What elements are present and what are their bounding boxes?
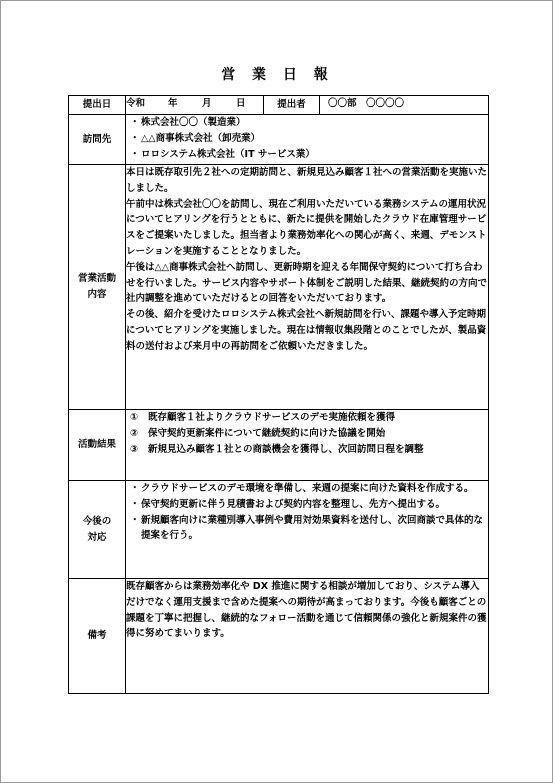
- results-list: [126, 410, 488, 457]
- bullet-icon: ・: [130, 148, 140, 160]
- activity-paragraph: 本日は既存取引先２社への定期訪問と、新規見込み顧客１社への営業活動を実施いたしました。: [126, 167, 488, 194]
- date-value: [126, 96, 264, 115]
- notes-text: 既存顧客からは業務効率化や DX 推進に関する相談が増加しており、システム導入だけでなく運用支援まで含めた提案への期待が高まっております。今後も顧客ごとの課題を丁寧に把握し、継続的なフォロー活動を通じて信頼関係の強化と新規案件の獲得に努めてまいります。: [126, 581, 487, 640]
- list-item: ・ 新規顧客向けに業種別導入事例や費用対効果資料を送付し、次回商談で具体的な提案を行う。: [130, 514, 484, 542]
- activity-paragraph: その後、紹介を受けたロロシステム株式会社へ新規訪問を行い、課題や導入予定時期についてヒアリングを実施しました。現在は情報収集段階とのことでしたが、製品資料の送付および来月中の再訪問をご依頼いただきました。: [126, 309, 487, 352]
- bullet-icon: ・: [130, 498, 140, 510]
- date-year: 年: [168, 98, 178, 109]
- report-table: [68, 95, 489, 694]
- submitter-label: 提出者: [264, 96, 320, 115]
- bullet-icon: ・: [130, 117, 140, 128]
- notes-label: 備考: [69, 579, 126, 694]
- results-content: [126, 410, 489, 481]
- notes-row: [69, 579, 489, 694]
- results-label: 活動結果: [69, 410, 126, 481]
- activity-label: 営業活動 内容: [69, 165, 126, 410]
- activity-paragraph: 午後は△△商事株式会社へ訪問し、更新時期を迎える年間保守契約について打ち合わせを行いました。サービス内容やサポート体制をご説明した結果、継続契約の方向で社内調整を進めていただけるとの回答をいただいております。: [126, 261, 488, 305]
- notes-content: [126, 579, 489, 694]
- list-item: ・ 株式会社〇〇（製造業）: [130, 115, 488, 131]
- date-era: 令和: [126, 98, 146, 109]
- list-item: ・ クラウドサービスのデモ環境を準備し、来週の提案に向けた資料を作成する。: [130, 481, 488, 497]
- date-month: 月: [202, 98, 212, 109]
- bullet-icon: ・: [130, 514, 140, 526]
- visit-list: [126, 115, 488, 162]
- date-label: 提出日: [69, 96, 126, 115]
- list-item: ・ 保守契約更新に伴う見積書および契約内容を整理し、先方へ提出する。: [130, 497, 488, 513]
- date-day: 日: [236, 98, 246, 109]
- activity-content: [126, 165, 489, 410]
- visit-label: 訪問先: [69, 115, 126, 165]
- submitter-value: 〇〇部 〇〇〇〇: [320, 96, 489, 115]
- list-item: ③ 新規見込み顧客１社との商談機会を獲得し、次回訪問日程を調整: [130, 443, 424, 455]
- list-item: ・ ロロシステム株式会社（IT サービス業）: [130, 147, 488, 163]
- future-label: 今後の 対応: [69, 481, 126, 579]
- visit-content: [126, 115, 489, 165]
- list-item: ・ △△商事株式会社（卸売業）: [130, 131, 488, 147]
- activity-row: [69, 165, 489, 410]
- bullet-icon: ・: [130, 483, 140, 494]
- visit-row: [69, 115, 489, 165]
- future-row: [69, 481, 489, 579]
- future-list: [126, 481, 488, 544]
- document-title: 営 業 日 報: [221, 67, 334, 83]
- activity-paragraph: 午前中は株式会社〇〇を訪問し、現在ご利用いただいている業務システムの運用状況についてヒアリングを行うとともに、新たに提供を開始したクラウド在庫管理サービスをご提案いたしました。担当者より業務効率化への関心が高く、来週、デモンストレーションを実施することとなりました。: [126, 198, 487, 257]
- bullet-icon: ・: [130, 132, 140, 144]
- list-item: ① 既存顧客１社よりクラウドサービスのデモ実施依頼を獲得: [130, 412, 396, 423]
- future-content: [126, 481, 489, 579]
- results-row: [69, 410, 489, 481]
- header-row: [69, 96, 489, 115]
- list-item: ② 保守契約更新案件について継続契約に向けた協議を開始: [130, 427, 386, 439]
